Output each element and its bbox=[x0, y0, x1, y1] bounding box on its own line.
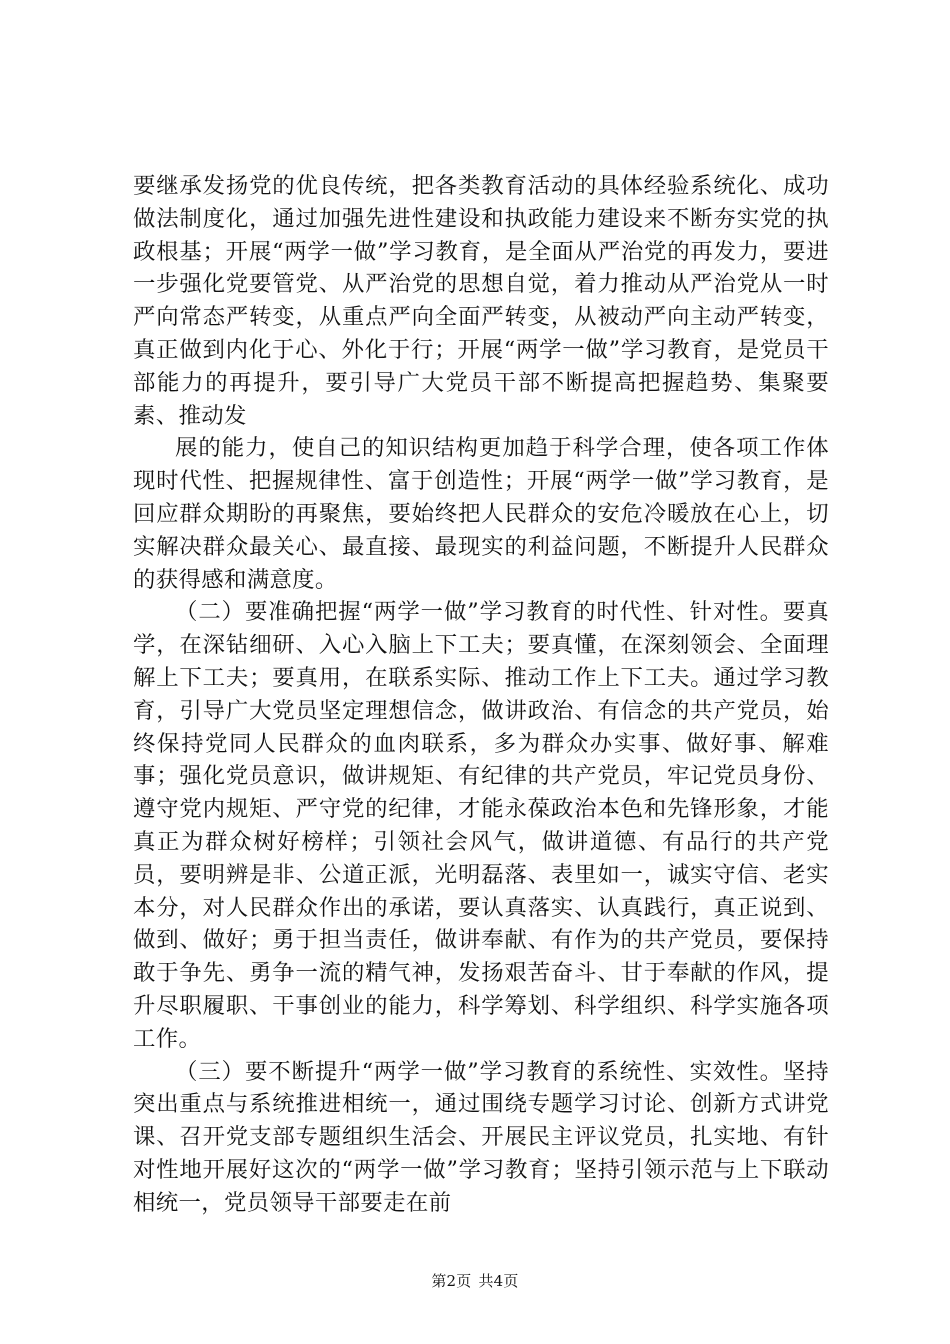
page-total: 共4页 bbox=[478, 1272, 519, 1290]
page-footer bbox=[0, 1271, 950, 1291]
paragraph-section-2: （二）要准确把握“两学一做”学习教育的时代性、针对性。要真学，在深钻细研、入心入脑上下工夫；要真懂，在深刻领会、全面理解上下工夫；要真用，在联系实际、推动工作上下工夫。通过学习教育，引导广大党员坚定理想信念，做讲政治、有信念的共产党员，始终保持党同人民群众的血肉联系，多为群众办实事、做好事、解难事；强化党员意识，做讲规矩、有纪律的共产党员，牢记党员身份、遵守党内规矩、严守党的纪律，才能永葆政治本色和先锋形象，才能真正为群众树好榜样；引领社会风气，做讲道德、有品行的共产党员，要明辨是非、公道正派，光明磊落、表里如一，诚实守信、老实本分，对人民群众作出的承诺，要认真落实、认真践行，真正说到、做到、做好；勇于担当责任，做讲奉献、有作为的共产党员，要保持敢于争先、勇争一流的精气神，发扬艰苦奋斗、甘于奉献的作风，提升尽职履职、干事创业的能力，科学筹划、科学组织、科学实施各项工作。 bbox=[133, 599, 829, 1052]
document-body bbox=[133, 170, 829, 1220]
paragraph-continuation: 要继承发扬党的优良传统，把各类教育活动的具体经验系统化、成功做法制度化，通过加强先进性建设和执政能力建设来不断夯实党的执政根基；开展“两学一做”学习教育，是全面从严治党的再发力，要进一步强化党要管党、从严治党的思想自觉，着力推动从严治党从一时严向常态严转变，从重点严向全面严转变，从被动严向主动严转变，真正做到内化于心、外化于行；开展“两学一做”学习教育，是党员干部能力的再提升，要引导广大党员干部不断提高把握趋势、集聚要素、推动发 bbox=[133, 173, 829, 429]
page-number: 第2页 bbox=[431, 1272, 472, 1290]
paragraph-section-3: （三）要不断提升“两学一做”学习教育的系统性、实效性。坚持突出重点与系统推进相统一，通过围绕专题学习讨论、创新方式讲党课、召开党支部专题组织生活会、开展民主评议党员，扎实地、有针对性地开展好这次的“两学一做”学习教育；坚持引领示范与上下联动相统一，党员领导干部要走在前 bbox=[133, 1058, 829, 1216]
paragraph-ability: 展的能力，使自己的知识结构更加趋于科学合理，使各项工作体现时代性、把握规律性、富于创造性；开展“两学一做”学习教育，是回应群众期盼的再聚焦，要始终把人民群众的安危冷暖放在心上，切实解决群众最关心、最直接、最现实的利益问题，不断提升人民群众的获得感和满意度。 bbox=[133, 435, 829, 593]
